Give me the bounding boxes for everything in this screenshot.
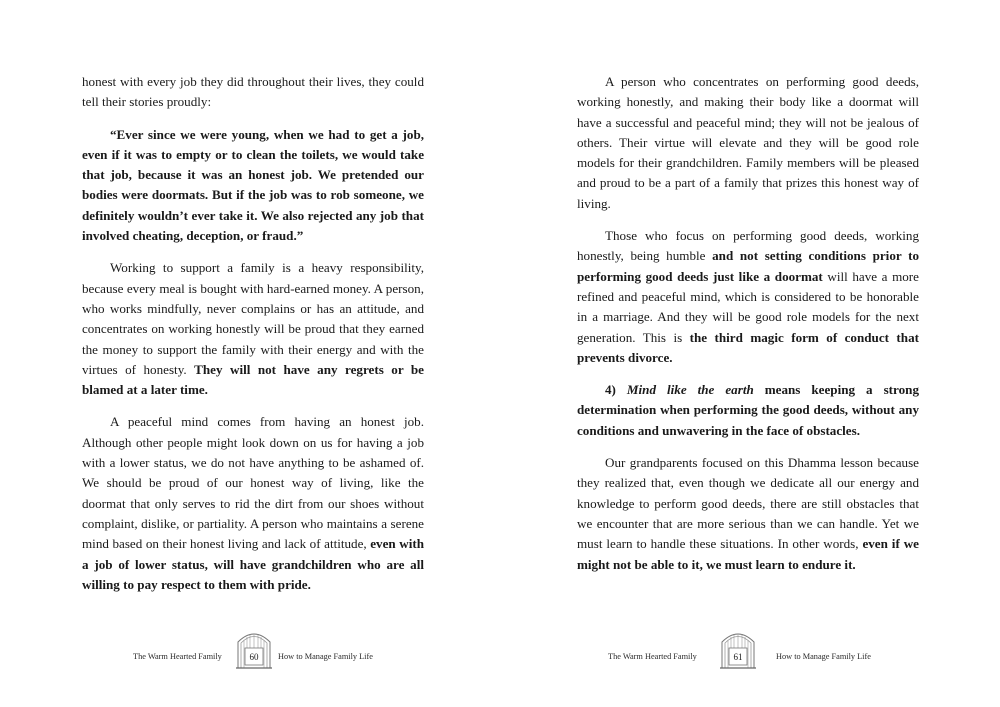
quote-paragraph: “Ever since we were young, when we had to get a job, even if it was to empty or to clean the toilets, we would take that job, because it was an honest job. We pretended our bodies were doormats. But if the job was to rob someone, we definitely wouldn’t ever take it. We also rejected any job that involved cheating, deception, or fraud.” [82,126,424,244]
page-footer [500,628,1000,672]
right-page-body [577,72,919,587]
paragraph: A peaceful mind comes from having an honest job. Although other people might look down on us for having a job with a lower status, we do not have anything to be ashamed of. We should be proud of our honest way of living, like the doormat that only serves to rid the dirt from our shoes without complaint, dislike, or partiality. A person who maintains a serene mind based on their honest living and lack of attitude, even with a job of lower status, will have grandchildren who are all willing to pay respect to them with pride. [82,414,424,592]
footer-chapter-title: How to Manage Family Life [278,652,373,661]
paragraph: A person who concentrates on performing good deeds, working honestly, and making their body like a doormat will have a successful and peaceful mind; they will not be jealous of others. Their virtue will elevate and they will be good role models for their grandchildren. Family members will be pleased and proud to be a part of a family that prizes this honest way of living. [577,74,919,211]
gate-ornament-icon [236,628,272,670]
paragraph-numbered-point: 4) Mind like the earth means keeping a strong determination when performing the good deeds, without any conditions and unwavering in the face of obstacles. [577,382,919,438]
page-number: 60 [249,652,259,662]
footer-book-title: The Warm Hearted Family [608,652,697,661]
paragraph: Working to support a family is a heavy responsibility, because every meal is bought with hard-earned money. A person, who works mindfully, never complains or has an attitude, and concentrates on working honestly will be proud that they earned the money to support the family with their energy and with the virtues of honesty. They will not have any regrets or be blamed at a later time. [82,260,424,398]
right-page [500,0,1000,707]
paragraph: honest with every job they did throughout their lives, they could tell their stories proudly: [82,74,424,110]
footer-chapter-title: How to Manage Family Life [776,652,871,661]
paragraph: Our grandparents focused on this Dhamma lesson because they realized that, even though we dedicate all our energy and knowledge to perform good deeds, there are still obstacles that we encounter that are more serious than we can handle. Yet we must learn to handle these situations. In other words, even if we might not be able to it, we must learn to endure it. [577,455,919,572]
page-number-badge [720,628,756,670]
left-page-body [82,72,424,607]
paragraph: Those who focus on performing good deeds, working honestly, being humble and not setting conditions prior to performing good deeds just like a doormat will have a more refined and peaceful mind, which is considered to be honorable in a marriage. And they will be good role models for the next generation. This is the third magic form of conduct that prevents divorce. [577,228,919,365]
page-number: 61 [733,652,743,662]
footer-book-title: The Warm Hearted Family [133,652,222,661]
page-footer [0,628,500,672]
gate-ornament-icon [720,628,756,670]
page-number-badge [236,628,272,670]
